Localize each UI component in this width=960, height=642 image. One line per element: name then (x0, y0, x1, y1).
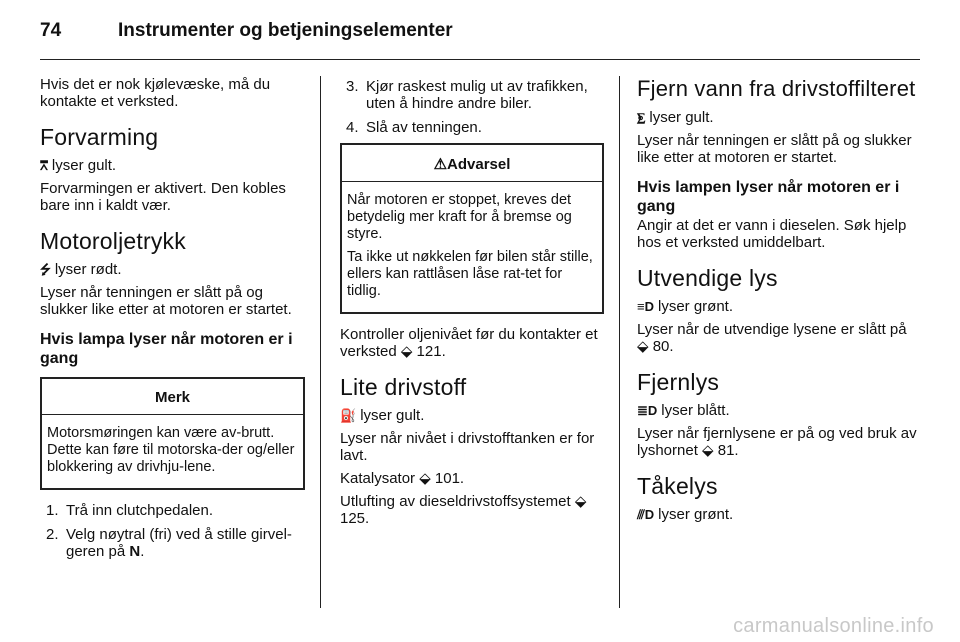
heading-motoroljetrykk: Motoroljetrykk (40, 228, 186, 254)
note-box-body: Motorsmøringen kan være av-brutt. Dette kan føre til motorska-der og/eller blokkering av drivhju-lene. (47, 425, 295, 475)
taakelys-status (637, 506, 920, 523)
list-item (340, 78, 604, 112)
forvarming-body: Forvarmingen er aktivert. Den kobles bare inn i kaldt vær. (40, 180, 286, 214)
fjern-vann-body: Lyser når tenningen er slått på og slukker like etter at motoren er startet. (637, 132, 912, 166)
step-text-end: . (140, 543, 145, 560)
note-box (40, 377, 305, 490)
oil-can-icon: ⭍ (40, 262, 51, 277)
subheading-water-running: Hvis lampen lyser når motoren er i gang (637, 179, 900, 215)
step-text: Velg nøytral (fri) ved å stille girvel-geren på (66, 526, 292, 560)
lite-drivstoff-status (340, 407, 604, 424)
heading-forvarming: Forvarming (40, 124, 159, 150)
step-number: 4. (346, 119, 359, 136)
column-3 (637, 76, 920, 529)
heading-fjern-vann: Fjern vann fra drivstoffilteret (637, 76, 916, 101)
step-number: 2. (46, 526, 59, 543)
motoroljetrykk-status (40, 261, 305, 278)
motoroljetrykk-status-text: lyser rødt. (54, 261, 122, 278)
section-title: Instrumenter og betjeningselementer (118, 20, 453, 41)
page-number: 74 (40, 20, 62, 41)
warning-box-header (342, 145, 602, 182)
column-divider-2 (619, 76, 620, 608)
column-2 (340, 76, 604, 533)
glow-plug-icon: ⩞ (40, 158, 48, 173)
step-number: 1. (46, 502, 59, 519)
water-in-fuel-icon: ⨊ (637, 110, 646, 125)
warning-box-title: Advarsel (447, 156, 511, 173)
utvendige-lys-status-text: lyser grønt. (657, 298, 733, 315)
fjernlys-status-text: lyser blått. (661, 402, 730, 419)
page-header (40, 20, 920, 50)
heading-fjernlys: Fjernlys (637, 369, 720, 395)
forvarming-status (40, 157, 305, 174)
list-item (40, 502, 305, 519)
fog-light-icon: ⫻D (637, 507, 655, 522)
warning-box (340, 143, 604, 314)
warning-triangle-icon: ⚠ (433, 156, 448, 173)
heading-lite-drivstoff: Lite drivstoff (340, 374, 467, 400)
subheading-oil-running: Hvis lampa lyser når motoren er i gang (40, 331, 293, 367)
note-box-title: Merk (42, 379, 303, 415)
low-beam-icon: ≡D (637, 299, 654, 314)
column-divider-1 (320, 76, 321, 608)
warning-box-paragraph-1: Når motoren er stoppet, kreves det betydelig mer kraft for å bremse og styre. (347, 192, 572, 242)
warning-box-paragraph-2: Ta ikke ut nøkkelen før bilen står stille, ellers kan rattlåsen låse rat-tet for tidlig. (347, 249, 593, 299)
heading-utvendige-lys: Utvendige lys (637, 265, 778, 291)
steps-list-2 (340, 78, 604, 136)
intro-paragraph: Hvis det er nok kjølevæske, må du kontakte et verksted. (40, 76, 271, 110)
steps-list-1 (40, 502, 305, 560)
motoroljetrykk-body: Lyser når tenningen er slått på og slukker like etter at motoren er startet. (40, 284, 292, 318)
fjern-vann-body-2: Angir at det er vann i dieselen. Søk hjelp hos et verksted umiddelbart. (637, 217, 907, 251)
list-item (40, 526, 305, 560)
heading-taakelys: Tåkelys (637, 473, 718, 499)
utvendige-lys-status (637, 298, 920, 315)
fjernlys-body: Lyser når fjernlysene er på og ved bruk av lyshornet ⬙ 81. (637, 425, 917, 459)
list-item (340, 119, 604, 136)
fjernlys-status (637, 402, 920, 419)
header-rule (40, 59, 920, 60)
step-text: Kjør raskest mulig ut av trafikken, uten å hindre andre biler. (366, 78, 588, 112)
step-number: 3. (346, 78, 359, 95)
lite-drivstoff-status-text: lyser gult. (360, 407, 425, 424)
forvarming-status-text: lyser gult. (51, 157, 117, 174)
column-1 (40, 76, 305, 567)
step-text: Trå inn clutchpedalen. (66, 502, 214, 519)
oil-check-paragraph: Kontroller oljenivået før du kontakter et verksted ⬙ 121. (340, 326, 598, 360)
katalysator-reference: Katalysator ⬙ 101. (340, 470, 465, 487)
fjern-vann-status (637, 109, 920, 126)
fuel-pump-icon: ⛽ (340, 408, 357, 423)
watermark: carmanualsonline.info (733, 615, 934, 637)
utvendige-lys-body: Lyser når de utvendige lysene er slått på ⬙ 80. (637, 321, 907, 355)
high-beam-icon: ≣D (637, 403, 658, 418)
step-text: Slå av tenningen. (366, 119, 482, 136)
taakelys-status-text: lyser grønt. (658, 506, 734, 523)
gear-neutral-label: N (129, 543, 141, 560)
utlufting-reference: Utlufting av dieseldrivstoffsystemet ⬙ 125. (340, 493, 587, 527)
lite-drivstoff-body: Lyser når nivået i drivstofftanken er for lavt. (340, 430, 595, 464)
fjern-vann-status-text: lyser gult. (649, 109, 714, 126)
